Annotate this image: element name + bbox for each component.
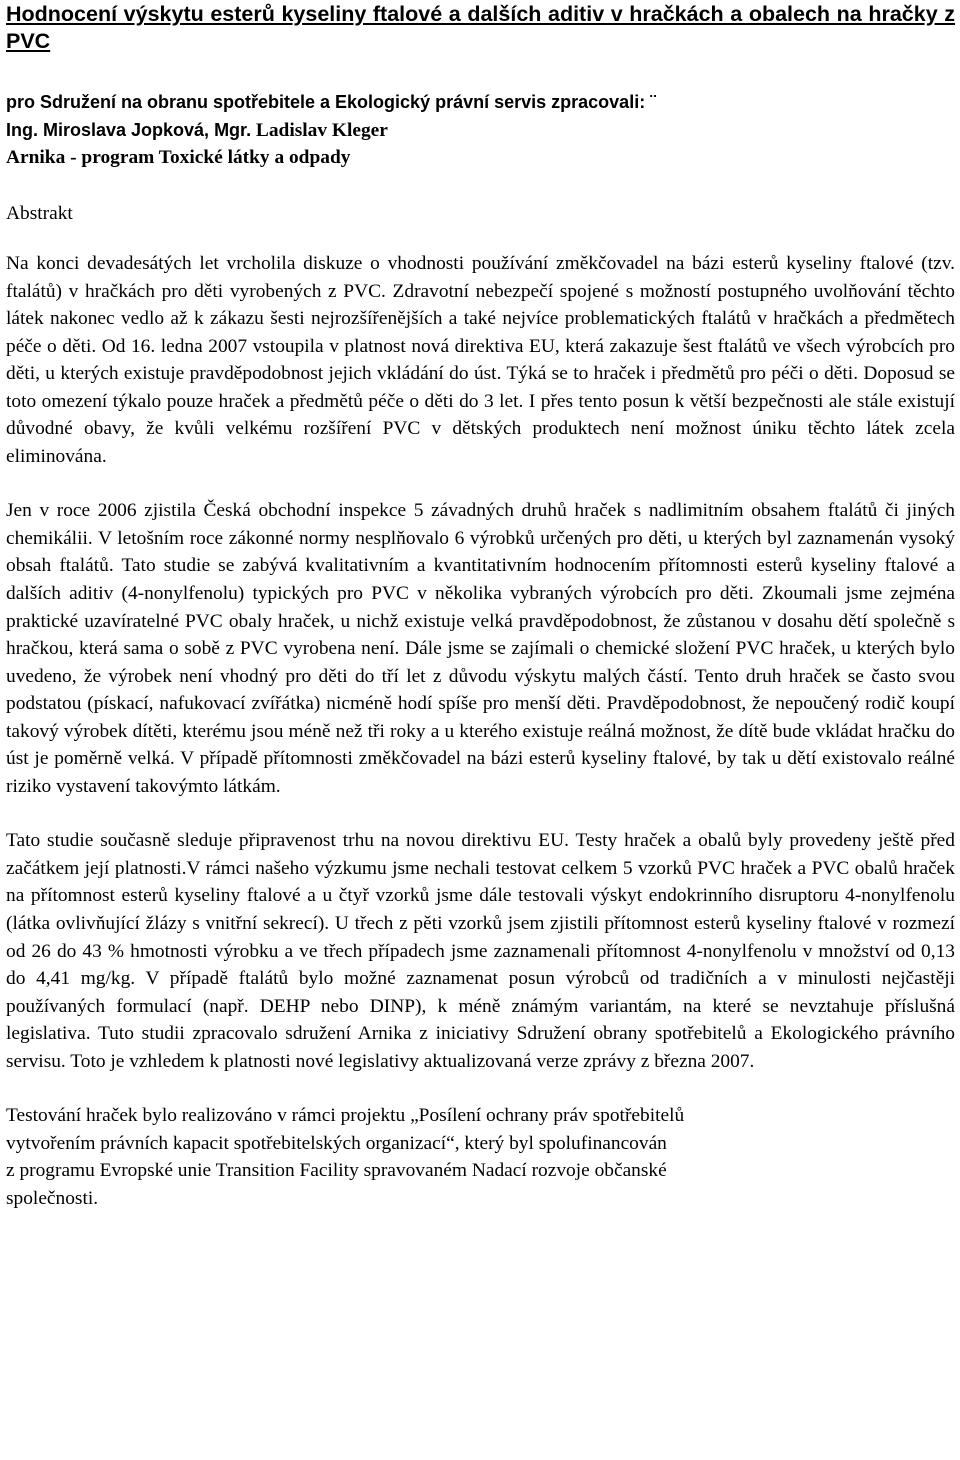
authors-names xyxy=(6,117,955,145)
document-title: Hodnocení výskytu esterů kyseliny ftalové a dalších aditiv v hračkách a obalech na hračky z PVC xyxy=(6,2,955,53)
abstract-paragraph-2: Jen v roce 2006 zjistila Česká obchodní inspekce 5 závadných druhů hraček s nadlimitním obsahem ftalátů či jiných chemikálii. V letošním roce zákonné normy nesplňovalo 6 výrobků určených pro děti, u kterých byl zaznamenán vysoký obsah ftalátů. Tato studie se zabývá kvalitativním a kvantitativním hodnocením přítomnosti esterů kyseliny ftalové a dalších aditiv (4-nonylfenolu) typických pro PVC v několika vybraných výrobcích pro děti. Zkoumali jsme zejména praktické uzavíratelné PVC obaly hraček, u nichž existuje velká pravděpodobnost, že zůstanou v dosahu dětí společně s hračkou, která sama o sobě z PVC vyrobena není. Dále jsme se zajímali o chemické složení PVC hraček, u kterých bylo uvedeno, že výrobek není vhodný pro děti do tří let z důvodu výskytu malých částí. Tento druh hraček se často svou podstatou (pískací, nafukovací zvířátka) nicméně hodí spíše pro menší děti. Pravděpodobnost, že nepoučený rodič koupí takový výrobek dítěti, kterému jsou méně než tři roky a u kterého existuje reálná možnost, že dítě bude vkládat hračku do úst je poměrně velká. V případě přítomnosti změkčovadel na bázi esterů kyseliny ftalové, by tak u dětí existovalo reálné riziko vystavení takovýmto látkám. xyxy=(6,500,955,797)
authors-intro: pro Sdružení na obranu spotřebitele a Ekologický právní servis zpracovali: ¨ xyxy=(6,92,657,112)
authors-block xyxy=(6,89,955,172)
funding-note-line-3: z programu Evropské unie Transition Facility spravovaném Nadací rozvoje občanské xyxy=(6,1160,667,1182)
funding-note-line-2: vytvořením právních kapacit spotřebitelských organizací“, který byl spolufinancován xyxy=(6,1132,667,1154)
abstract-paragraph-1: Na konci devadesátých let vrcholila diskuze o vhodnosti používání změkčovadel na bázi esterů kyseliny ftalové (tzv. ftalátů) v hračkách pro děti vyrobených z PVC. Zdravotní nebezpečí spojené s možností postupného uvolňování těchto látek nakonec vedlo až k zákazu šesti nejrozšířenějších a také nejvíce problematických ftalátů v hračkách a předmětech péče o děti. Od 16. ledna 2007 vstoupila v platnost nová direktiva EU, která zakazuje šest ftalátů ve všech výrobcích pro děti, u kterých existuje pravděpodobnost jejich vkládání do úst. Týká se to hraček i předmětů pro péči o děti. Doposud se toto omezení týkalo pouze hraček a předmětů péče o děti do 3 let. I přes tento posun k větší bezpečnosti ale stále existují důvodné obavy, že kvůli velkému rozšíření PVC v dětských produktech není možnost úniku těchto látek zcela eliminována. xyxy=(6,253,955,467)
abstract-heading: Abstrakt xyxy=(6,202,73,224)
authors-line xyxy=(6,89,955,117)
funding-note xyxy=(6,1102,955,1212)
abstract-paragraph-3: Tato studie současně sleduje připravenost trhu na novou direktivu EU. Testy hraček a obalů byly provedeny ještě před začátkem její platnosti.V rámci našeho výzkumu jsme nechali testovat celkem 5 vzorků PVC hraček a PVC obalů hraček na přítomnost esterů kyseliny ftalové a u čtyř vzorků jsme dále testovali výskyt endokrinního disruptoru 4-nonylfenolu (látka ovlivňující žlázy s vnitřní sekrecí). U třech z pěti vzorků jsem zjistili přítomnost esterů kyseliny ftalové v rozmezí od 26 do 43 % hmotnosti výrobku a ve třech případech jsme zaznamenali přítomnost 4-nonylfenolu v množství od 0,13 do 4,41 mg/kg. V případě ftalátů bylo možné zaznamenat posun výrobců od tradičních a v minulosti nejčastěji používaných formulací (např. DEHP nebo DINP), k méně známým variantám, na které se nevztahuje příslušná legislativa. Tuto studii zpracovalo sdružení Arnika z iniciativy Sdružení obrany spotřebitelů a Ekologického právního servisu. Toto je vzhledem k platnosti nové legislativy aktualizovaná verze zprávy z března 2007. xyxy=(6,830,955,1072)
organization: Arnika - program Toxické látky a odpady xyxy=(6,147,351,168)
funding-note-line-4: společnosti. xyxy=(6,1187,99,1209)
author-names-part-2: Ladislav Kleger xyxy=(251,119,388,141)
author-names-part-1: Ing. Miroslava Jopková, Mgr. xyxy=(6,119,252,140)
funding-note-line-1: Testování hraček bylo realizováno v rámci projektu „Posílení ochrany práv spotřebitelů xyxy=(6,1105,685,1127)
